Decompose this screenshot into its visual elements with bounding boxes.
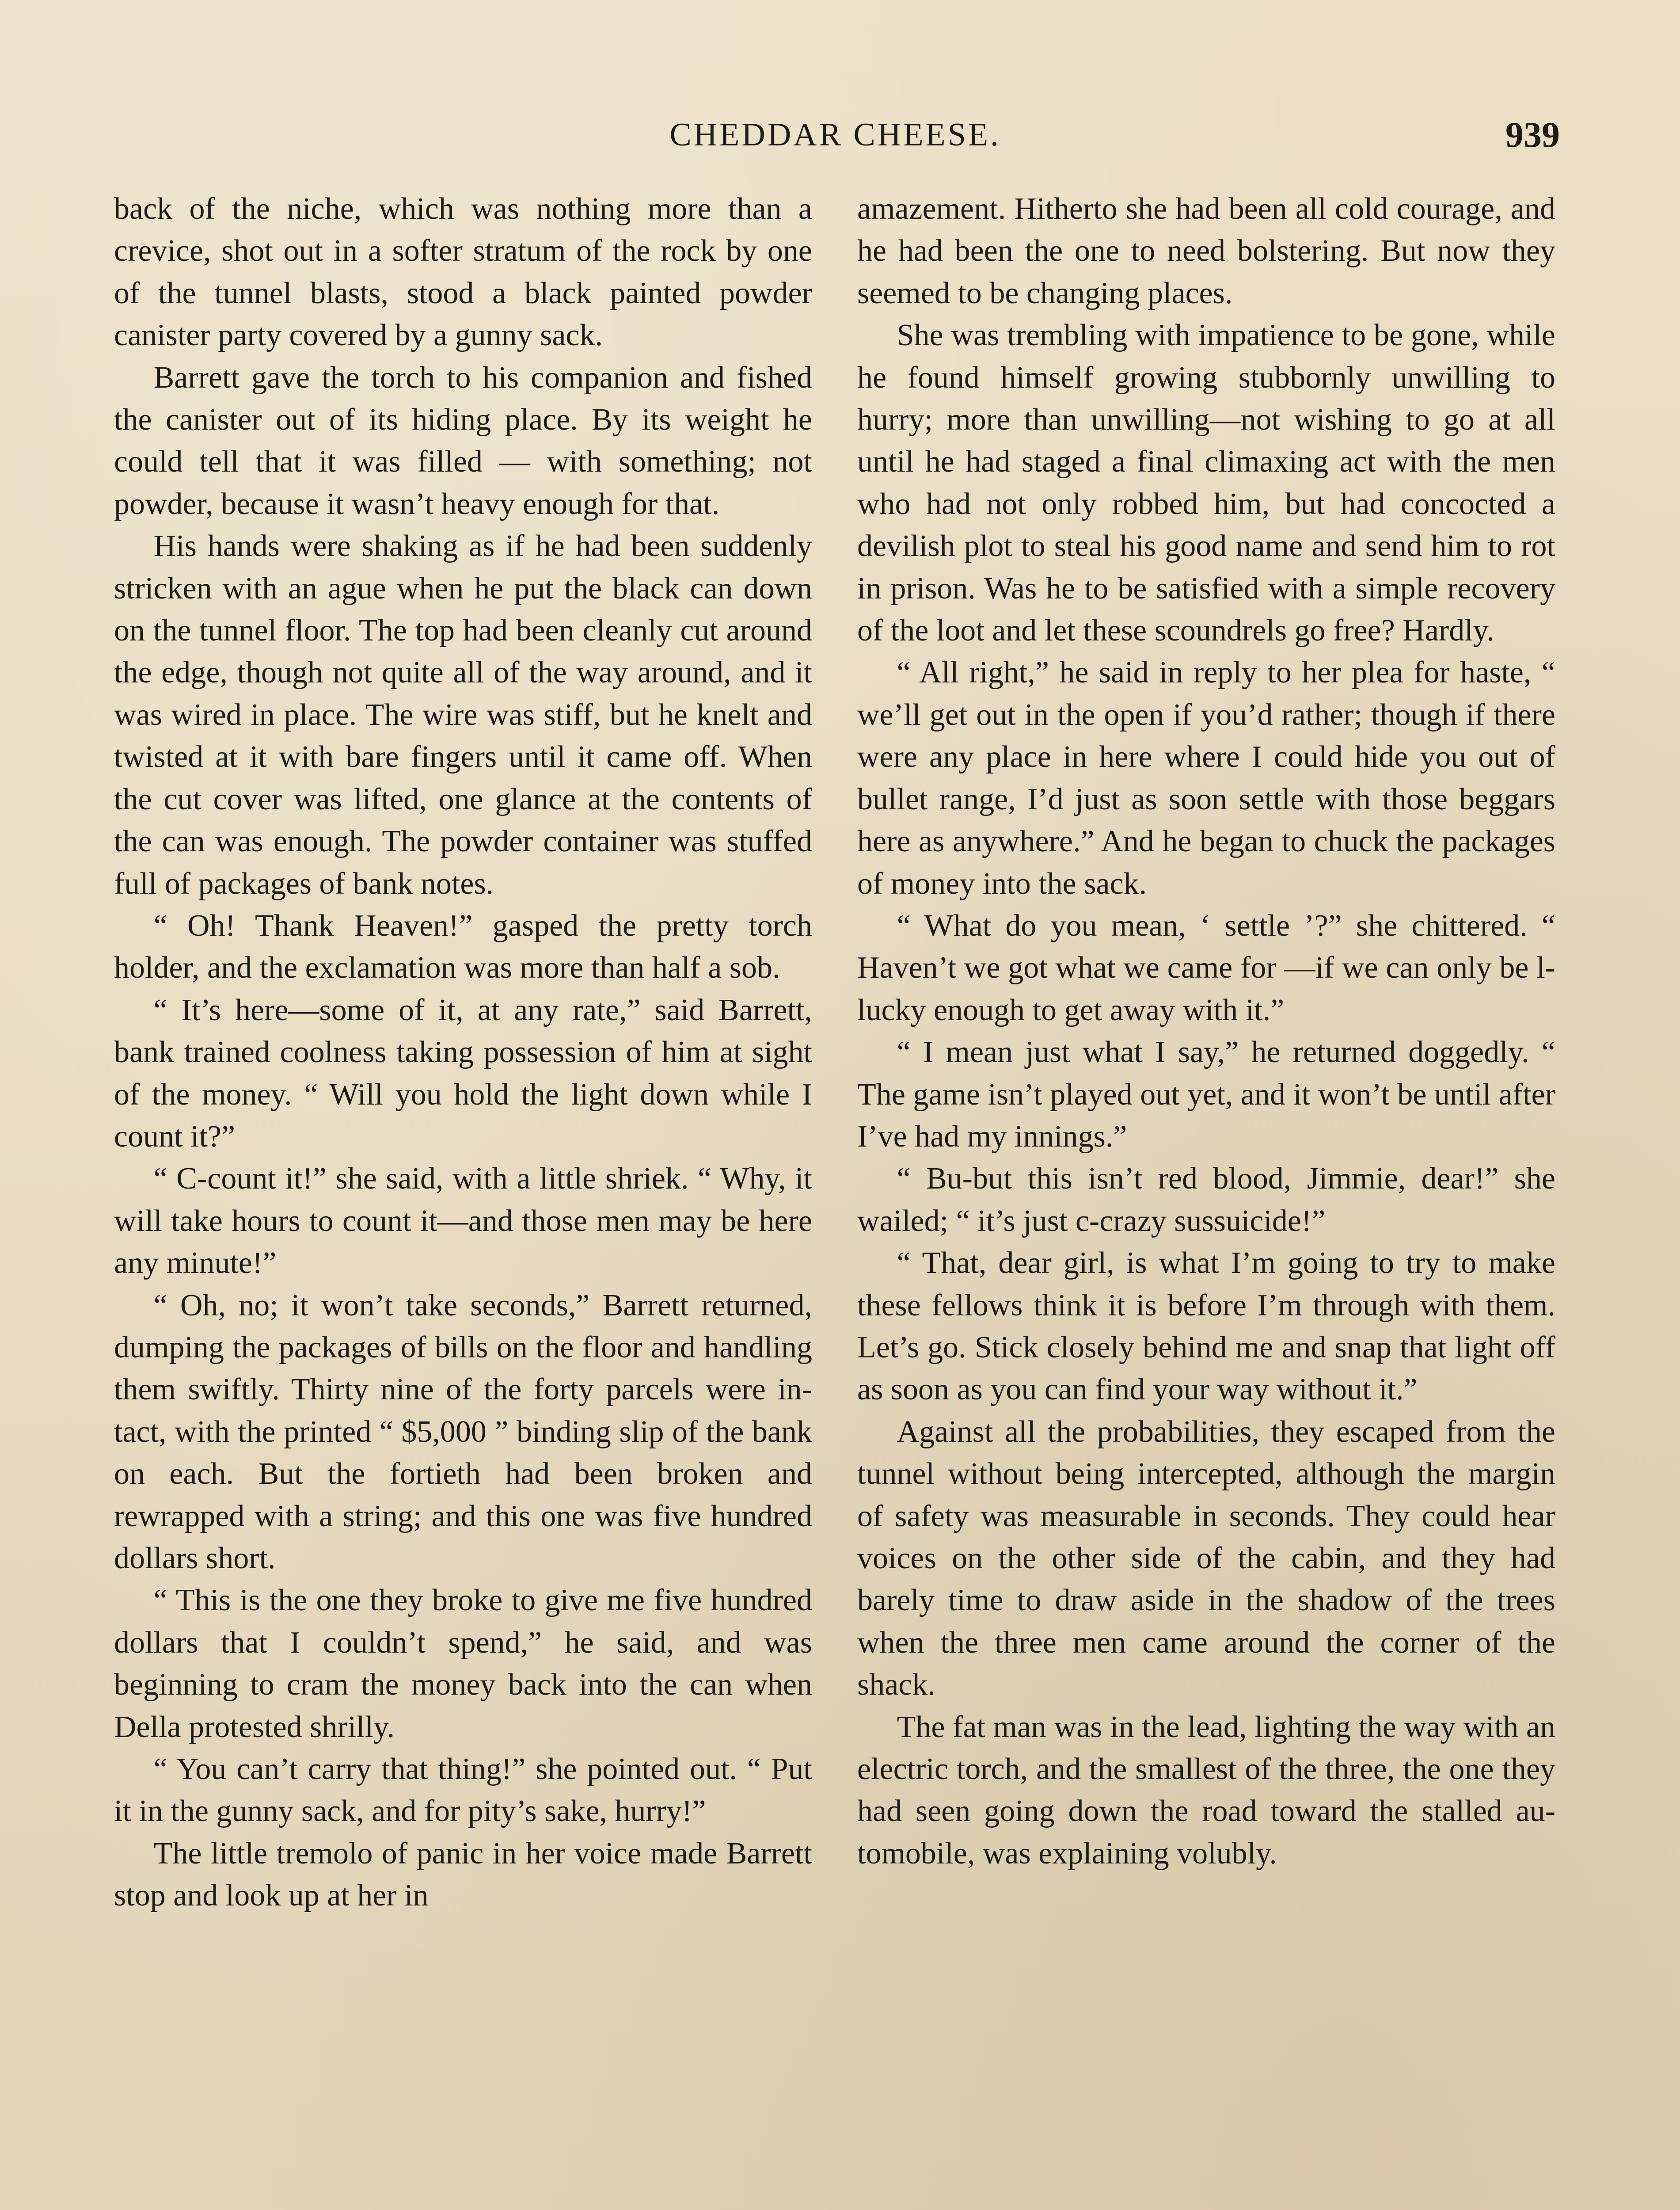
paragraph: “ C-count it!” she said, with a little shriek. “ Why, it will take hours to count it—and those men may be here any minute!”	[114, 1162, 812, 1280]
paragraph: “ Bu-but this isn’t red blood, Jimmie, dear!” she wailed; “ it’s just c-crazy sussuicide!”	[857, 1162, 1555, 1238]
paragraph: “ You can’t carry that thing!” she pointed out. “ Put it in the gunny sack, and for pity’s sake, hurry!”	[114, 1752, 812, 1829]
left-column	[114, 188, 812, 2210]
paragraph: “ Oh! Thank Heaven!” gasped the pretty torch holder, and the exclamation was more than half a sob.	[114, 908, 812, 985]
paragraph: “ That, dear girl, is what I’m going to try to make these fellows think it is before I’m through with them. Let’s go. Stick closely behind me and snap that light off as soon as you can find your way without it.”	[857, 1246, 1555, 1407]
running-head	[110, 110, 1560, 159]
paragraph: “ I mean just what I say,” he returned doggedly. “ The game isn’t played out yet, and it won’t be until after I’ve had my innings.”	[857, 1035, 1555, 1154]
paragraph: “ Oh, no; it won’t take seconds,” Barrett returned, dumping the packages of bills on the floor and handling them swiftly. Thirty nine of the forty parcels were intact, with the printed “ $5,000 ” binding slip of the bank on each. But the fortieth had been broken and rewrapped with a string; and this one was five hundred dollars short.	[114, 1288, 812, 1575]
paragraph: The little tremolo of panic in her voice made Barrett stop and look up at her in	[114, 1836, 812, 1913]
text-columns	[114, 188, 1555, 2210]
paragraph: “ All right,” he said in reply to her plea for haste, “ we’ll get out in the open if you’d rather; though if there were any place in here where I could hide you out of bullet range, I’d just as soon settle with those beggars here as anywhere.” And he began to chuck the packages of money into the sack.	[857, 655, 1555, 901]
paragraph: The fat man was in the lead, lighting the way with an electric torch, and the smallest of the three, the one they had seen going down the road toward the stalled automobile, was explaining volubly.	[857, 1710, 1555, 1871]
paragraph: “ It’s here—some of it, at any rate,” said Barrett, bank trained coolness taking possession of him at sight of the money. “ Will you hold the light down while I count it?”	[114, 993, 812, 1154]
paragraph: back of the niche, which was nothing more than a crevice, shot out in a softer stratum of the rock by one of the tunnel blasts, stood a black painted powder canister party covered by a gunny sack.	[114, 192, 812, 353]
paragraph: His hands were shaking as if he had been suddenly stricken with an ague when he put the black can down on the tunnel floor. The top had been cleanly cut around the edge, though not quite all of the way around, and it was wired in place. The wire was stiff, but he knelt and twisted at it with bare fingers until it came off. When the cut cover was lifted, one glance at the contents of the can was enough. The powder container was stuffed full of packages of bank notes.	[114, 529, 812, 901]
paragraph: Barrett gave the torch to his companion and fished the canister out of its hiding place. By its weight he could tell that it was filled — with something; not powder, because it wasn’t heavy enough for that.	[114, 360, 812, 521]
paragraph: Against all the probabilities, they escaped from the tunnel without being intercepted, although the margin of safety was measurable in seconds. They could hear voices on the other side of the cabin, and they had barely time to draw aside in the shadow of the trees when the three men came around the corner of the shack.	[857, 1414, 1555, 1702]
paragraph: She was trembling with impatience to be gone, while he found himself growing stubbornly unwilling to hurry; more than unwilling—not wishing to go at all until he had staged a final climaxing act with the men who had not only robbed him, but had concocted a devilish plot to steal his good name and send him to rot in prison. Was he to be satisfied with a simple recovery of the loot and let these scoundrels go free? Hardly.	[857, 318, 1555, 648]
right-column	[857, 188, 1555, 2210]
paragraph: “ What do you mean, ‘ settle ’?” she chittered. “ Haven’t we got what we came for —if we can only be l-lucky enough to get away with it.”	[857, 908, 1555, 1027]
paragraph: amazement. Hitherto she had been all cold courage, and he had been the one to need bolstering. But now they seemed to be changing places.	[857, 192, 1555, 310]
paragraph: “ This is the one they broke to give me five hundred dollars that I couldn’t spend,” he said, and was beginning to cram the money back into the can when Della protested shrilly.	[114, 1583, 812, 1744]
page-number: 939	[1505, 114, 1560, 155]
running-title: CHEDDAR CHEESE.	[669, 117, 1001, 153]
